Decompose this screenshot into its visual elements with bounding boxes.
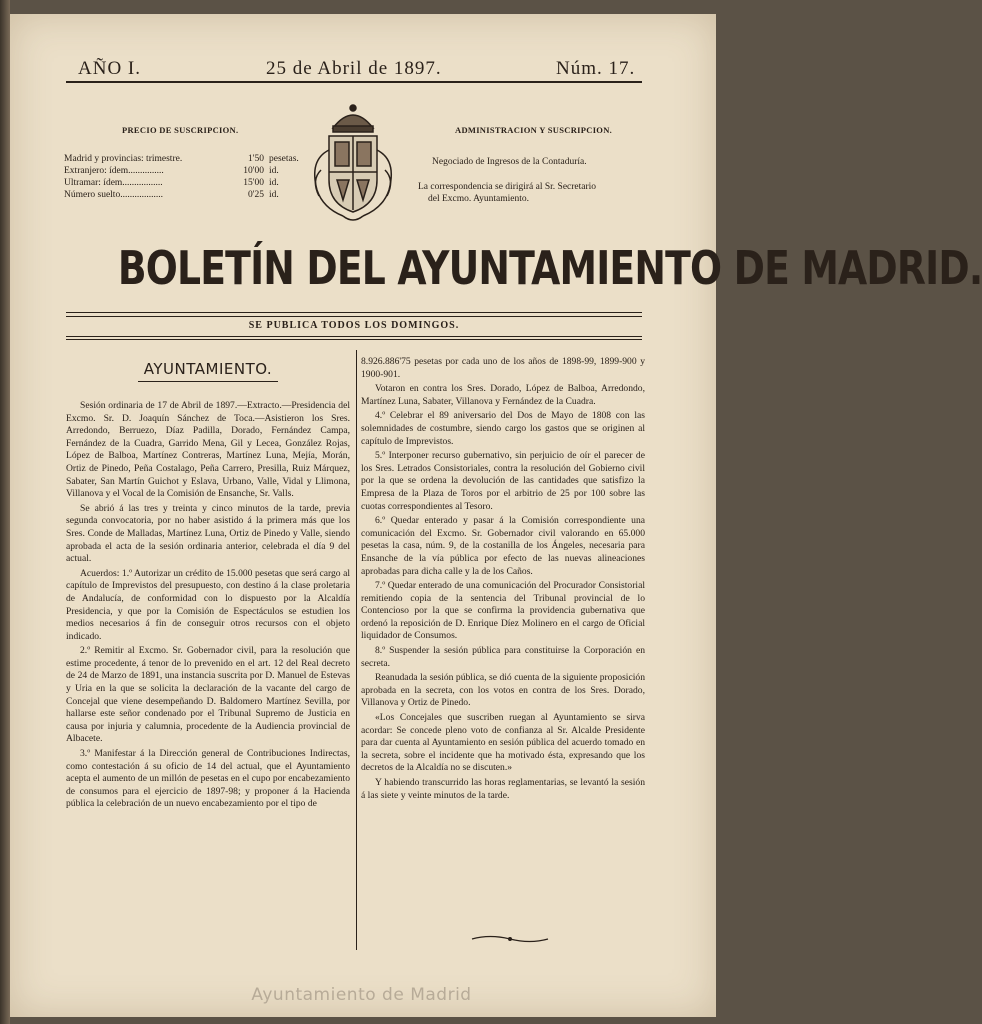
paragraph: Sesión ordinaria de 17 de Abril de 1897.—Extracto.—Presidencia del Excmo. Sr. D. Joaquín Sánchez de Toca.—Asistieron los Sres. Arredondo, Berruezo, Díaz Padilla, Dorado, Fernández Campa, Fernández de la Cuadra, Garrido Mena, Gil y Lecea, González Rojas, López de Balboa, Martínez Contreras, Martínez Luna, Mejía, Morán, Ortiz de Pinedo, Peña Costalago, Peña Carrero, Presilla, Ruiz Márquez, Sabater, San Martín Guichot y Eslava, Urbano, Valle, Vidal y Llimona, Villanova y el Vocal de la Comisión de Ensanche, Sr. Valls. [66,400,350,500]
paragraph: Acuerdos: 1.º Autorizar un crédito de 15.000 pesetas que será cargo al capítulo de Imprevistos del presupuesto, con destino á la clase proletaria de Andalucía, de conformidad con lo dispuesto por la Alcaldía Presidencia, y que por la Comisión de Espectáculos se estudien los medios necesarios á fin de conseguir otros recursos con el objeto indicado. [66,567,350,642]
section-underline [138,381,278,382]
year-label: AÑO I. [78,58,141,79]
price-row: Número suelto.................. 0'25 id. [64,190,279,200]
price-row: Madrid y provincias: trimestre. 1'50 pesetas. [64,154,299,164]
end-ornament-icon [470,934,550,944]
price-row: Ultramar: ídem................. 15'00 id. [64,178,279,188]
newspaper-title: BOLETÍN DEL AYUNTAMIENTO DE MADRID. [117,241,982,295]
subscription-title: PRECIO DE SUSCRIPCION. [122,125,239,135]
paragraph: 3.º Manifestar á la Dirección general de Contribuciones Indirectas, como contestación á su oficio de 14 del actual, que el Ayuntamiento acepta el aumento de un millón de pesetas en el cupo por encabezamiento de consumos para el ejercicio de 1897-98; y proponer á la Hacienda pública la celebración de un nuevo encabezamiento por el tipo de [66,748,350,810]
administration-title: ADMINISTRACION Y SUSCRIPCION. [455,125,613,135]
paragraph: Votaron en contra los Sres. Dorado, López de Balboa, Arredondo, Martínez Luna, Sabater, Villanova y Fernández de la Cuadra. [361,383,645,407]
title-rule-top [66,312,642,313]
paragraph: Y habiendo transcurrido las horas reglamentarias, se levantó la sesión á las siete y veinte minutos de la tarde. [361,777,645,801]
price-list [64,153,299,201]
administration-line: del Excmo. Ayuntamiento. [428,194,529,204]
administration-line: Negociado de Ingresos de la Contaduría. [432,157,587,167]
paragraph: 4.º Celebrar el 89 aniversario del Dos de Mayo de 1808 con las solemnidades de costumbre, siendo cargo los gastos que se originen al capítulo de Imprevistos. [361,410,645,447]
paragraph: Reanudada la sesión pública, se dió cuenta de la siguiente proposición aprobada en la secreta, con los votos en contra de los Sres. Dorado, Villanova y Ortiz de Pinedo. [361,672,645,709]
right-column [361,356,645,804]
masthead-row [66,58,642,80]
issue-date: 25 de Abril de 1897. [266,58,442,79]
paragraph: 8.º Suspender la sesión pública para constituirse la Corporación en secreta. [361,645,645,669]
paragraph: 6.º Quedar enterado y pasar á la Comisión correspondiente una comunicación del Excmo. Sr. Gobernador civil valorando en 65.000 pesetas la casa, núm. 9, de la costanilla de los Ángeles, necesaria para Ensanche de la vía pública por efecto de las nuevas alineaciones aprobadas para dicha calle y la de los Caños. [361,515,645,577]
left-column [66,400,350,813]
issue-number: Núm. 17. [556,58,636,79]
tagline-rule-2 [66,339,642,340]
administration-line: La correspondencia se dirigirá al Sr. Secretario [418,182,597,192]
tagline-rule [66,336,642,337]
archive-watermark: Ayuntamiento de Madrid [251,985,472,1005]
column-divider [356,350,357,950]
paragraph: 2.º Remitir al Excmo. Sr. Gobernador civil, para la resolución que estime procedente, á tenor de lo prevenido en el art. 12 del Real decreto de 24 de Marzo de 1891, una instancia suscrita por D. Manuel de Estevas y Uria en la que se solicita la declaración de la vacante del cargo de Concejal que viene desempeñando D. Baldomero Martínez Sevilla, por hallarse este señor condenado por el Tribunal Supremo de Justicia en causa por injuria y calumnia, procedente de la Audiencia provincial de Albacete. [66,645,350,745]
masthead-rule [66,81,642,83]
paragraph: 5.º Interponer recurso gubernativo, sin perjuicio de oír el parecer de los Sres. Letrados Consistoriales, contra la resolución del Gobierno civil por la que se ordena la devolución de las cantidades que satisfizo la Empresa de la Plaza de Toros por el arbitrio de 25 por 100 sobre las cuotas correspondientes al Tesoro. [361,450,645,512]
section-title: AYUNTAMIENTO. [143,360,273,378]
paragraph: 7.º Quedar enterado de una comunicación del Procurador Consistorial remitiendo copia de la sentencia del Tribunal provincial de lo Contencioso por la que se confirma la providencia gubernativa que ordenó la reposición de D. Enrique Díez Molinero en el cargo de Oficial liquidador de Consumos. [361,580,645,642]
paragraph: Se abrió á las tres y treinta y cinco minutos de la tarde, previa segunda convocatoria, por no haber asistido á la primera más que los Sres. Conde de Malladas, Martínez Luna, Ortiz de Pinedo y Valle, siendo aprobada el acta de la sesión ordinaria anterior, celebrada el día 9 del actual. [66,502,350,565]
publication-tagline: SE PUBLICA TODOS LOS DOMINGOS. [248,320,460,331]
paragraph: 8.926.886'75 pesetas por cada uno de los años de 1898-99, 1899-900 y 1900-901. [361,356,645,380]
book-spine [0,0,10,1024]
price-row: Extranjero: ídem............... 10'00 id. [64,166,279,176]
madrid-coat-of-arms-icon [303,100,403,226]
title-rule-top-2 [66,316,642,317]
paragraph: «Los Concejales que suscriben ruegan al Ayuntamiento se sirva acordar: Se concede pleno voto de confianza al Sr. Alcalde Presidente para dar cuenta al Ayuntamiento en sesión pública del acuerdo tomado en la secreta, sobre el incidente que ha motivado ésta, expresando que los decretos de la Alcaldía no se discuten.» [361,712,645,774]
